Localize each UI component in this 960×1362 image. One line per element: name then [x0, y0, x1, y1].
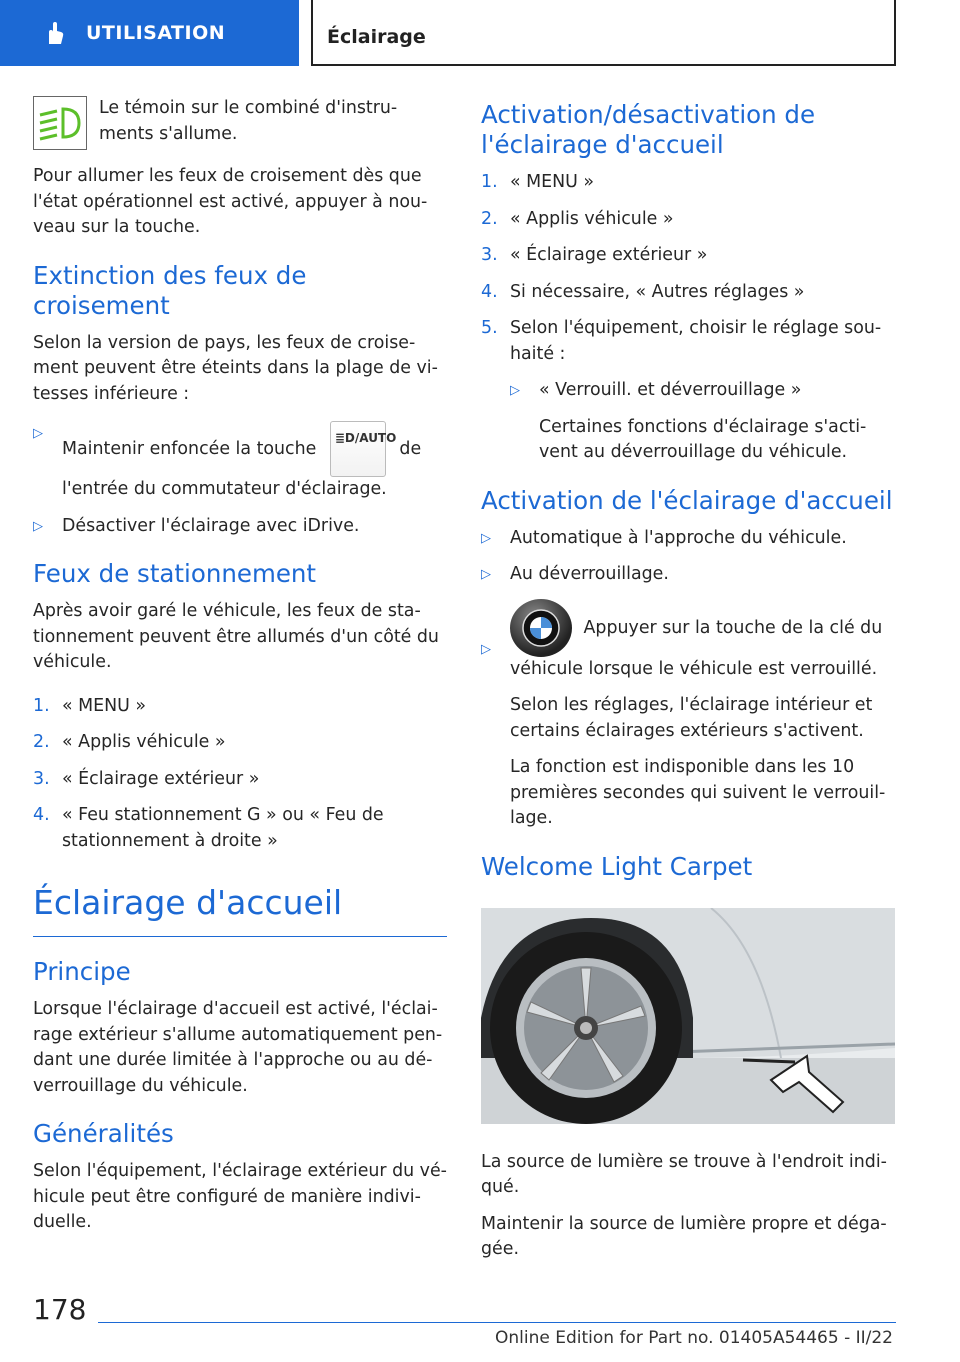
paragraph: Selon la version de pays, les feux de croise-ment peuvent être éteints dans la plage de vi-tesses inférieure : — [33, 332, 438, 404]
step-item — [481, 207, 895, 233]
step-number: 2. — [481, 208, 498, 229]
list-item — [510, 378, 895, 404]
step-item — [481, 316, 895, 367]
indicator-note — [33, 96, 447, 150]
step-item — [33, 730, 447, 756]
heading-accueil: Éclairage d'accueil — [33, 882, 447, 937]
edition-note: Online Edition for Part no. 01405A54465 - II/22 — [494, 1328, 893, 1348]
heading-principe: Principe — [33, 957, 131, 986]
step-item — [33, 767, 447, 793]
step-number: 5. — [481, 318, 498, 338]
paragraph: Certaines fonctions d'éclairage s'acti-vent au déverrouillage du véhicule. — [539, 416, 867, 462]
triangle-bullet-icon: ▷ — [481, 567, 491, 582]
step-item — [481, 243, 895, 269]
list-item-text: de l'entrée du commutateur d'éclairage. — [62, 439, 422, 499]
light-auto-button-icon: ≣D/AUTO — [330, 421, 386, 477]
step-text: « Applis véhicule » — [510, 208, 674, 229]
triangle-bullet-icon: ▷ — [510, 383, 520, 398]
indicator-text: Le témoin sur le combiné d'instru-ments s'allume. — [99, 98, 398, 144]
step-number: 3. — [481, 245, 498, 265]
step-text: « Éclairage extérieur » — [62, 768, 260, 789]
list-item — [481, 599, 895, 683]
step-text: Selon l'équipement, choisir le réglage sou-haité : — [510, 318, 882, 364]
step-number: 4. — [33, 805, 50, 825]
step-text: « Feu stationnement G » ou « Feu de stationnement à droite » — [62, 805, 384, 851]
section-label: UTILISATION — [86, 22, 226, 44]
step-text: Si nécessaire, « Autres réglages » — [510, 281, 805, 302]
paragraph: Lorsque l'éclairage d'accueil est activé, l'éclai-rage extérieur s'allume automatiquement pen-dant une durée limitée à l'approche ou au dé-verrouillage du véhicule. — [33, 999, 443, 1096]
list-item — [481, 526, 895, 552]
heading-activation: Activation/désactivation de l'éclairage d'accueil — [481, 100, 816, 159]
heading-welcome: Welcome Light Carpet — [481, 851, 753, 881]
paragraph: Pour allumer les feux de croisement dès que l'état opérationnel est activé, appuyer à nou-veau sur la touche. — [33, 166, 428, 237]
step-item — [33, 694, 447, 720]
chapter-title: Éclairage — [327, 26, 426, 48]
hand-pointer-icon — [40, 20, 66, 46]
step-number: 3. — [33, 768, 50, 789]
low-beam-indicator-icon — [37, 103, 83, 143]
paragraph: Maintenir la source de lumière propre et déga-gée. — [481, 1213, 887, 1259]
step-text: « MENU » — [62, 695, 147, 716]
step-list — [33, 694, 447, 855]
step-item — [481, 280, 895, 306]
triangle-bullet-icon: ▷ — [481, 641, 491, 657]
list-item — [481, 562, 895, 588]
step-text: « Applis véhicule » — [62, 732, 226, 752]
step-number: 2. — [33, 732, 50, 752]
section-tab — [0, 0, 299, 66]
left-column — [33, 96, 447, 1247]
heading-activation-accueil: Activation de l'éclairage d'accueil — [481, 485, 893, 515]
triangle-bullet-icon: ▷ — [481, 530, 491, 546]
triangle-bullet-icon: ▷ — [33, 518, 43, 534]
list-item-text: Appuyer sur la touche de la clé du véhicule lorsque le véhicule est verrouillé. — [510, 617, 883, 679]
paragraph: Selon les réglages, l'éclairage intérieur et certains éclairages extérieurs s'activent. — [510, 695, 873, 741]
indicator-box — [33, 96, 87, 150]
heading-extinction: Extinction des feux de croisement — [33, 260, 307, 320]
list-item-text: Au déverrouillage. — [510, 564, 669, 584]
list-item-text: Automatique à l'approche du véhicule. — [510, 527, 847, 548]
page-header — [0, 0, 960, 66]
list-item-text: « Verrouill. et déverrouillage » — [539, 380, 802, 400]
step-text: « MENU » — [510, 172, 595, 192]
list-item — [33, 421, 447, 503]
paragraph: La fonction est indisponible dans les 10 premières secondes qui suivent le verrouil-lage. — [510, 757, 886, 828]
step-item — [481, 170, 895, 196]
step-number: 1. — [33, 695, 50, 716]
welcome-light-carpet-photo — [481, 908, 895, 1124]
step-list — [481, 170, 895, 367]
heading-stationnement: Feux de stationnement — [33, 559, 317, 588]
chapter-title-box — [311, 0, 896, 66]
page-number: 178 — [33, 1293, 87, 1326]
step-text: « Éclairage extérieur » — [510, 245, 708, 265]
step-item — [33, 803, 447, 854]
heading-generalites: Généralités — [33, 1119, 174, 1148]
paragraph: Après avoir garé le véhicule, les feux de sta-tionnement peuvent être allumés d'un côté du véhicule. — [33, 601, 439, 672]
step-number: 4. — [481, 281, 498, 302]
paragraph: Selon l'équipement, l'éclairage extérieur du vé-hicule peut être configuré de manière indivi-duelle. — [33, 1161, 447, 1232]
list-item — [33, 514, 447, 540]
footer-rule — [98, 1322, 896, 1323]
right-column — [481, 96, 895, 1274]
list-item-text: Désactiver l'éclairage avec iDrive. — [62, 515, 360, 536]
list-item-text: Maintenir enfoncée la touche — [62, 439, 317, 459]
paragraph: La source de lumière se trouve à l'endroit indi-qué. — [481, 1151, 887, 1197]
triangle-bullet-icon: ▷ — [33, 426, 43, 441]
bmw-key-icon — [510, 599, 572, 657]
step-number: 1. — [481, 172, 498, 192]
